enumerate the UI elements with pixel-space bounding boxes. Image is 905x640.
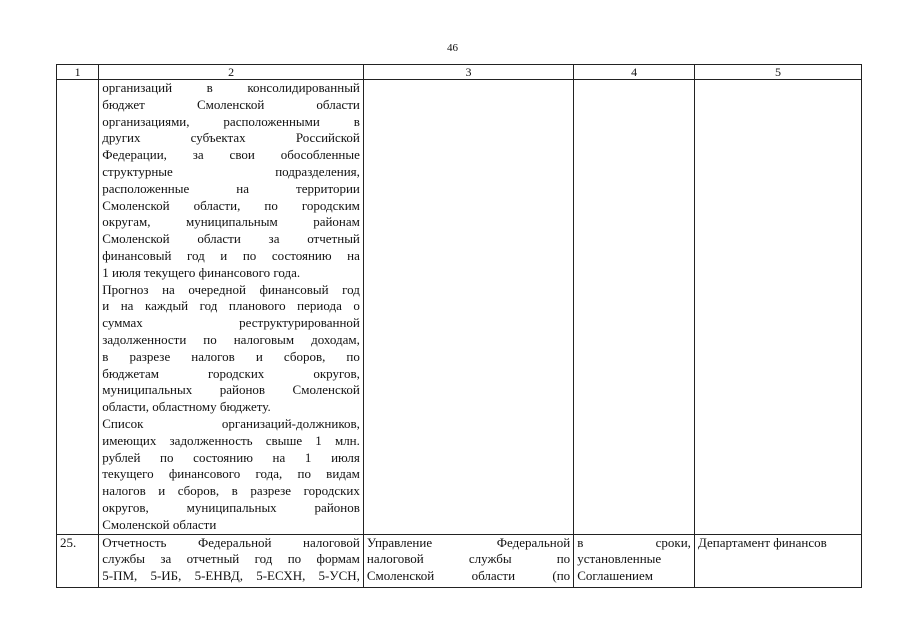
text-line: 1 июля текущего финансового года. [102,264,301,280]
cont-responsible-cell [363,80,573,535]
row-25-recipient: Департамент финансов [694,534,861,587]
text-line: Смоленской области за отчетный [102,231,360,247]
text-line: Смоленской области (по [366,568,571,584]
header-col-2: 2 [99,65,364,80]
row-25-deadline [574,534,695,587]
text-line: Смоленской области [102,516,217,532]
cont-recipient-cell [694,80,861,535]
text-line: организаций в консолидированный [102,80,360,95]
text-line: службы за отчетный год по формам [102,551,360,567]
text-line: организациями, расположенными в [102,113,360,129]
header-col-3: 3 [363,65,573,80]
text-line: финансовый год и по состоянию на [102,247,360,263]
text-line: Управление Федеральной [366,534,571,550]
text-line: Смоленской области, по городским [102,197,360,213]
text-line: структурные подразделения, [102,163,360,179]
text-line: в разрезе налогов и сборов, по [102,348,360,364]
text-line: налогов и сборов, в разрезе городских [102,483,360,499]
text-line: задолженности по налоговым доходам, [102,331,360,347]
text-line: округов, муниципальных районов [102,499,360,515]
text-line: Отчетность Федеральной налоговой [102,534,360,550]
text-line: текущего финансового года, по видам [102,466,360,482]
text-line: округам, муниципальным районам [102,214,360,230]
table-header-row [57,65,862,80]
document-table [56,64,862,588]
text-line: расположенные на территории [102,180,360,196]
header-col-4: 4 [574,65,695,80]
header-col-5: 5 [694,65,861,80]
page-number: 46 [447,42,458,54]
text-line: и на каждый год планового периода о [102,298,360,314]
text-line: области, областному бюджету. [102,399,271,415]
row-25-description [99,534,364,587]
cont-deadline-cell [574,80,695,535]
cont-description-cell [99,80,364,535]
text-line: других субъектах Российской [102,130,360,146]
table-row-continuation [57,80,862,535]
text-line: Список организаций-должников, [102,415,360,431]
text-line: Федерации, за свои обособленные [102,147,360,163]
text-line: Прогноз на очередной финансовый год [102,281,360,297]
cont-num-cell [57,80,99,535]
row-25-number: 25. [57,534,99,587]
table-row-25 [57,534,862,587]
text-line: бюджет Смоленской области [102,96,360,112]
text-line: суммах реструктурированной [102,315,360,331]
header-col-1: 1 [57,65,99,80]
text-line: в сроки, [577,534,691,550]
text-line: имеющих задолженность свыше 1 млн. [102,432,360,448]
text-line: бюджетам городских округов, [102,365,360,381]
text-line: муниципальных районов Смоленской [102,382,360,398]
text-line: Соглашением [577,568,653,584]
text-line: рублей по состоянию на 1 июля [102,449,360,465]
text-line: установленные [577,551,662,567]
row-25-responsible [363,534,573,587]
text-line: 5-ПМ, 5-ИБ, 5-ЕНВД, 5-ЕСХН, 5-УСН, [102,568,360,584]
text-line: налоговой службы по [366,551,571,567]
